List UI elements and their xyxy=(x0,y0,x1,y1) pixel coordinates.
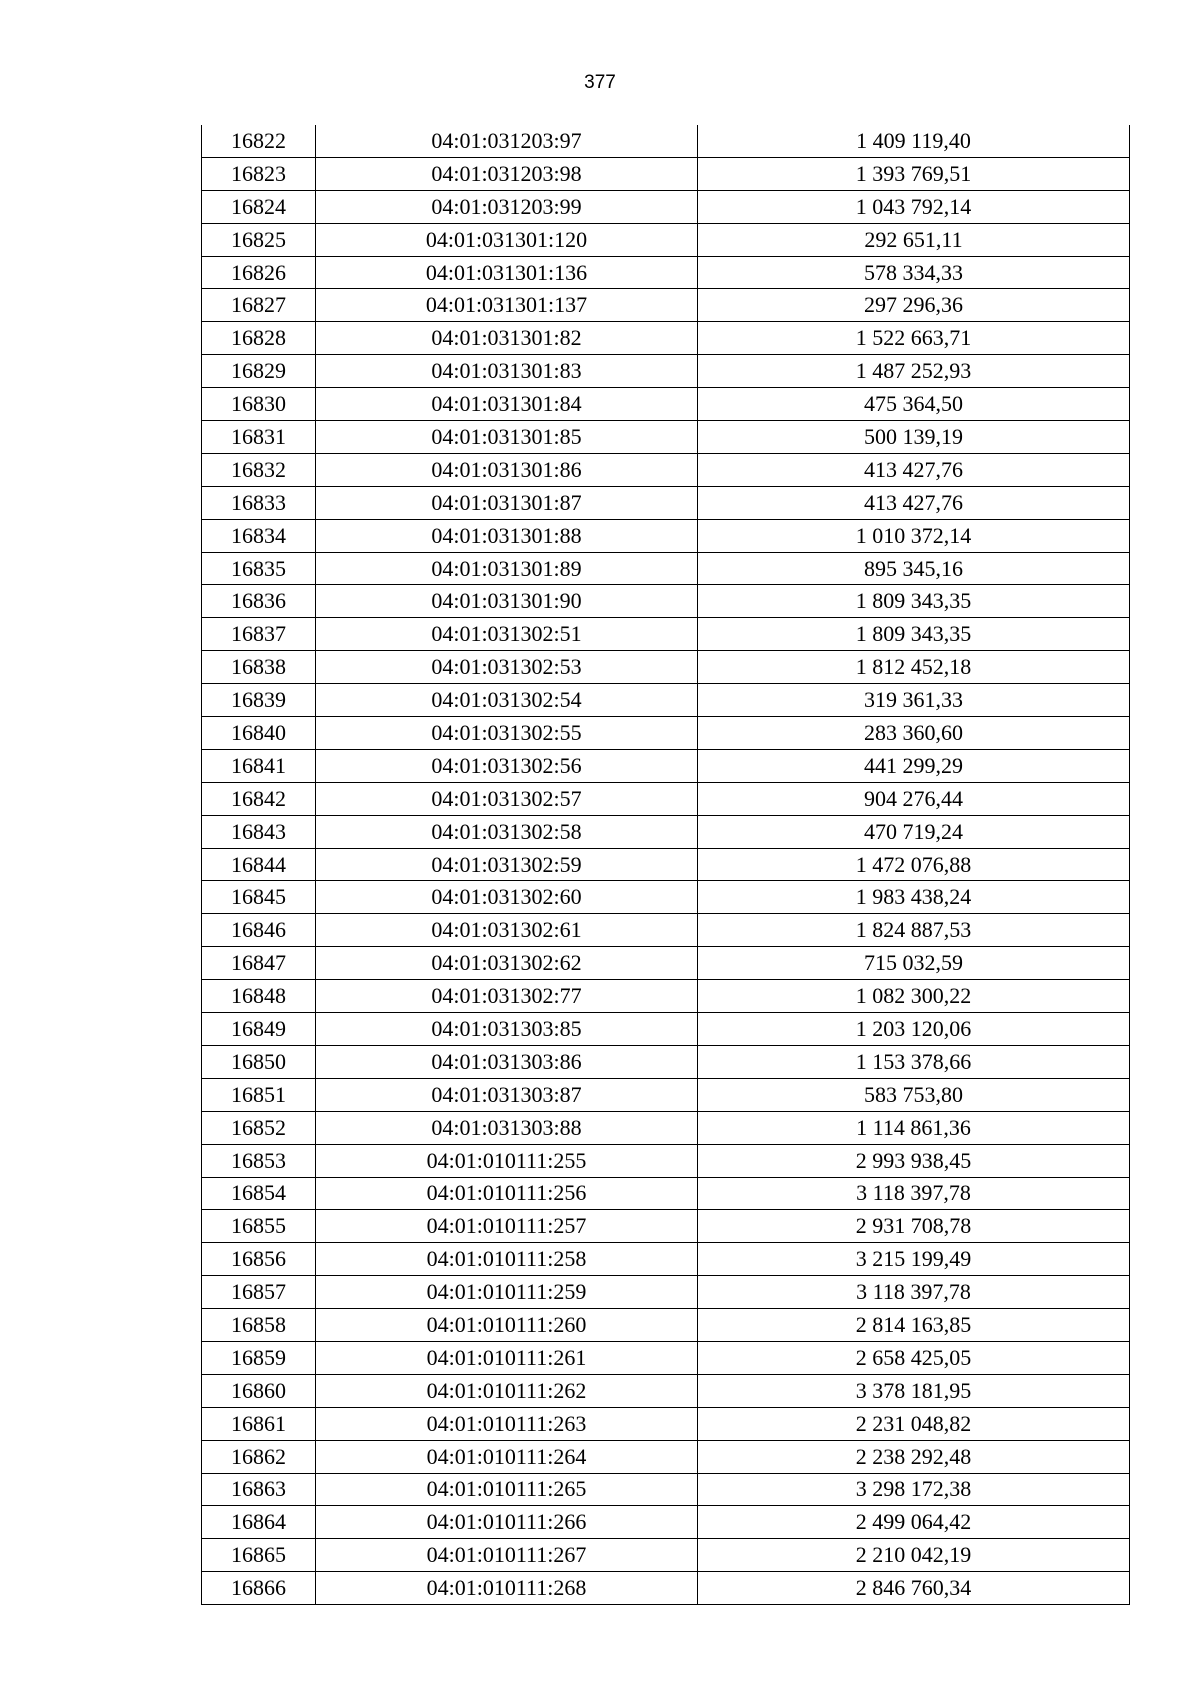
cadastral-number-cell: 04:01:010111:267 xyxy=(316,1539,698,1572)
row-number-cell: 16827 xyxy=(202,289,316,322)
cadastral-number-cell: 04:01:010111:258 xyxy=(316,1243,698,1276)
cadastral-number-cell: 04:01:031302:55 xyxy=(316,717,698,750)
row-number-cell: 16851 xyxy=(202,1078,316,1111)
row-number-cell: 16824 xyxy=(202,190,316,223)
table-row xyxy=(202,1407,1130,1440)
cadastral-number-cell: 04:01:031302:51 xyxy=(316,618,698,651)
cadastral-number-cell: 04:01:031302:56 xyxy=(316,749,698,782)
table-row xyxy=(202,1013,1130,1046)
table-row xyxy=(202,256,1130,289)
row-number-cell: 16855 xyxy=(202,1210,316,1243)
row-number-cell: 16845 xyxy=(202,881,316,914)
cadastral-value-cell: 1 522 663,71 xyxy=(698,322,1130,355)
table-row xyxy=(202,1111,1130,1144)
cadastral-number-cell: 04:01:031303:88 xyxy=(316,1111,698,1144)
row-number-cell: 16831 xyxy=(202,421,316,454)
cadastral-value-cell: 3 118 397,78 xyxy=(698,1177,1130,1210)
row-number-cell: 16836 xyxy=(202,585,316,618)
cadastral-value-cell: 1 153 378,66 xyxy=(698,1045,1130,1078)
row-number-cell: 16837 xyxy=(202,618,316,651)
row-number-cell: 16861 xyxy=(202,1407,316,1440)
cadastral-value-cell: 319 361,33 xyxy=(698,684,1130,717)
cadastral-value-cell: 2 931 708,78 xyxy=(698,1210,1130,1243)
table-row xyxy=(202,815,1130,848)
table-row xyxy=(202,1309,1130,1342)
cadastral-value-cell: 1 824 887,53 xyxy=(698,914,1130,947)
table-row xyxy=(202,651,1130,684)
table-row xyxy=(202,980,1130,1013)
table-row xyxy=(202,355,1130,388)
row-number-cell: 16854 xyxy=(202,1177,316,1210)
table-row xyxy=(202,1506,1130,1539)
cadastral-number-cell: 04:01:031301:90 xyxy=(316,585,698,618)
row-number-cell: 16850 xyxy=(202,1045,316,1078)
cadastral-number-cell: 04:01:031301:89 xyxy=(316,552,698,585)
row-number-cell: 16828 xyxy=(202,322,316,355)
cadastral-value-cell: 283 360,60 xyxy=(698,717,1130,750)
cadastral-value-cell: 2 231 048,82 xyxy=(698,1407,1130,1440)
table-body xyxy=(202,125,1130,1605)
cadastral-value-cell: 475 364,50 xyxy=(698,388,1130,421)
cadastral-value-cell: 1 472 076,88 xyxy=(698,848,1130,881)
cadastral-number-cell: 04:01:031301:87 xyxy=(316,486,698,519)
row-number-cell: 16865 xyxy=(202,1539,316,1572)
cadastral-value-cell: 3 118 397,78 xyxy=(698,1276,1130,1309)
cadastral-number-cell: 04:01:031302:54 xyxy=(316,684,698,717)
row-number-cell: 16862 xyxy=(202,1440,316,1473)
cadastral-value-table xyxy=(201,125,1130,1605)
row-number-cell: 16835 xyxy=(202,552,316,585)
table-row xyxy=(202,125,1130,157)
cadastral-value-cell: 500 139,19 xyxy=(698,421,1130,454)
row-number-cell: 16826 xyxy=(202,256,316,289)
cadastral-value-cell: 470 719,24 xyxy=(698,815,1130,848)
table-row xyxy=(202,486,1130,519)
table-row xyxy=(202,157,1130,190)
table-row xyxy=(202,1177,1130,1210)
cadastral-value-cell: 578 334,33 xyxy=(698,256,1130,289)
cadastral-number-cell: 04:01:031302:61 xyxy=(316,914,698,947)
table-row xyxy=(202,1572,1130,1605)
cadastral-value-cell: 2 238 292,48 xyxy=(698,1440,1130,1473)
cadastral-number-cell: 04:01:031301:85 xyxy=(316,421,698,454)
row-number-cell: 16864 xyxy=(202,1506,316,1539)
cadastral-number-cell: 04:01:031302:57 xyxy=(316,782,698,815)
row-number-cell: 16853 xyxy=(202,1144,316,1177)
cadastral-number-cell: 04:01:031303:87 xyxy=(316,1078,698,1111)
row-number-cell: 16840 xyxy=(202,717,316,750)
table-row xyxy=(202,1473,1130,1506)
cadastral-value-cell: 1 812 452,18 xyxy=(698,651,1130,684)
table-row xyxy=(202,1276,1130,1309)
cadastral-value-cell: 895 345,16 xyxy=(698,552,1130,585)
row-number-cell: 16839 xyxy=(202,684,316,717)
cadastral-number-cell: 04:01:010111:265 xyxy=(316,1473,698,1506)
cadastral-value-cell: 2 846 760,34 xyxy=(698,1572,1130,1605)
row-number-cell: 16856 xyxy=(202,1243,316,1276)
cadastral-number-cell: 04:01:031303:85 xyxy=(316,1013,698,1046)
cadastral-value-cell: 1 809 343,35 xyxy=(698,585,1130,618)
table-row xyxy=(202,848,1130,881)
cadastral-number-cell: 04:01:031302:58 xyxy=(316,815,698,848)
row-number-cell: 16860 xyxy=(202,1374,316,1407)
row-number-cell: 16832 xyxy=(202,453,316,486)
cadastral-number-cell: 04:01:031302:62 xyxy=(316,947,698,980)
row-number-cell: 16852 xyxy=(202,1111,316,1144)
row-number-cell: 16823 xyxy=(202,157,316,190)
row-number-cell: 16841 xyxy=(202,749,316,782)
cadastral-number-cell: 04:01:010111:264 xyxy=(316,1440,698,1473)
cadastral-number-cell: 04:01:031301:88 xyxy=(316,519,698,552)
row-number-cell: 16857 xyxy=(202,1276,316,1309)
cadastral-value-cell: 1 010 372,14 xyxy=(698,519,1130,552)
cadastral-number-cell: 04:01:010111:256 xyxy=(316,1177,698,1210)
table-row xyxy=(202,782,1130,815)
cadastral-value-cell: 3 298 172,38 xyxy=(698,1473,1130,1506)
table-row xyxy=(202,453,1130,486)
row-number-cell: 16863 xyxy=(202,1473,316,1506)
row-number-cell: 16847 xyxy=(202,947,316,980)
table-row xyxy=(202,552,1130,585)
cadastral-value-cell: 2 658 425,05 xyxy=(698,1341,1130,1374)
row-number-cell: 16849 xyxy=(202,1013,316,1046)
table-row xyxy=(202,684,1130,717)
row-number-cell: 16848 xyxy=(202,980,316,1013)
table-row xyxy=(202,1045,1130,1078)
cadastral-value-cell: 1 393 769,51 xyxy=(698,157,1130,190)
cadastral-value-cell: 413 427,76 xyxy=(698,453,1130,486)
cadastral-number-cell: 04:01:010111:259 xyxy=(316,1276,698,1309)
cadastral-number-cell: 04:01:031301:84 xyxy=(316,388,698,421)
cadastral-number-cell: 04:01:031203:99 xyxy=(316,190,698,223)
table-row xyxy=(202,1341,1130,1374)
cadastral-number-cell: 04:01:010111:257 xyxy=(316,1210,698,1243)
table-row xyxy=(202,322,1130,355)
cadastral-number-cell: 04:01:031301:136 xyxy=(316,256,698,289)
row-number-cell: 16833 xyxy=(202,486,316,519)
cadastral-value-cell: 1 082 300,22 xyxy=(698,980,1130,1013)
row-number-cell: 16829 xyxy=(202,355,316,388)
row-number-cell: 16859 xyxy=(202,1341,316,1374)
cadastral-value-cell: 583 753,80 xyxy=(698,1078,1130,1111)
cadastral-value-cell: 292 651,11 xyxy=(698,223,1130,256)
cadastral-number-cell: 04:01:010111:255 xyxy=(316,1144,698,1177)
cadastral-value-cell: 1 409 119,40 xyxy=(698,125,1130,157)
cadastral-number-cell: 04:01:031302:60 xyxy=(316,881,698,914)
cadastral-value-cell: 1 043 792,14 xyxy=(698,190,1130,223)
cadastral-value-cell: 1 487 252,93 xyxy=(698,355,1130,388)
page-number: 377 xyxy=(584,72,616,93)
cadastral-number-cell: 04:01:010111:268 xyxy=(316,1572,698,1605)
row-number-cell: 16866 xyxy=(202,1572,316,1605)
cadastral-number-cell: 04:01:010111:262 xyxy=(316,1374,698,1407)
table-row xyxy=(202,421,1130,454)
row-number-cell: 16825 xyxy=(202,223,316,256)
row-number-cell: 16834 xyxy=(202,519,316,552)
table-row xyxy=(202,881,1130,914)
table-row xyxy=(202,519,1130,552)
table-row xyxy=(202,1539,1130,1572)
table-row xyxy=(202,388,1130,421)
cadastral-value-cell: 441 299,29 xyxy=(698,749,1130,782)
table-row xyxy=(202,1144,1130,1177)
cadastral-number-cell: 04:01:031303:86 xyxy=(316,1045,698,1078)
row-number-cell: 16838 xyxy=(202,651,316,684)
table-row xyxy=(202,190,1130,223)
table-row xyxy=(202,223,1130,256)
cadastral-number-cell: 04:01:031301:82 xyxy=(316,322,698,355)
table-row xyxy=(202,1078,1130,1111)
cadastral-value-cell: 413 427,76 xyxy=(698,486,1130,519)
table-row xyxy=(202,914,1130,947)
table-row xyxy=(202,1440,1130,1473)
cadastral-number-cell: 04:01:010111:261 xyxy=(316,1341,698,1374)
cadastral-number-cell: 04:01:031302:53 xyxy=(316,651,698,684)
cadastral-value-cell: 904 276,44 xyxy=(698,782,1130,815)
cadastral-number-cell: 04:01:031203:98 xyxy=(316,157,698,190)
table-row xyxy=(202,1243,1130,1276)
cadastral-value-cell: 2 210 042,19 xyxy=(698,1539,1130,1572)
row-number-cell: 16822 xyxy=(202,125,316,157)
table-row xyxy=(202,585,1130,618)
cadastral-value-cell: 3 378 181,95 xyxy=(698,1374,1130,1407)
cadastral-value-cell: 1 983 438,24 xyxy=(698,881,1130,914)
cadastral-value-cell: 3 215 199,49 xyxy=(698,1243,1130,1276)
row-number-cell: 16858 xyxy=(202,1309,316,1342)
row-number-cell: 16830 xyxy=(202,388,316,421)
cadastral-number-cell: 04:01:031302:77 xyxy=(316,980,698,1013)
cadastral-value-cell: 1 809 343,35 xyxy=(698,618,1130,651)
row-number-cell: 16844 xyxy=(202,848,316,881)
table-row xyxy=(202,947,1130,980)
cadastral-number-cell: 04:01:010111:260 xyxy=(316,1309,698,1342)
cadastral-value-cell: 715 032,59 xyxy=(698,947,1130,980)
table-row xyxy=(202,1210,1130,1243)
table-row xyxy=(202,289,1130,322)
cadastral-number-cell: 04:01:010111:266 xyxy=(316,1506,698,1539)
cadastral-number-cell: 04:01:031301:83 xyxy=(316,355,698,388)
cadastral-number-cell: 04:01:031203:97 xyxy=(316,125,698,157)
cadastral-value-cell: 2 814 163,85 xyxy=(698,1309,1130,1342)
table-row xyxy=(202,717,1130,750)
table-row xyxy=(202,749,1130,782)
row-number-cell: 16842 xyxy=(202,782,316,815)
cadastral-number-cell: 04:01:031301:86 xyxy=(316,453,698,486)
cadastral-value-cell: 2 499 064,42 xyxy=(698,1506,1130,1539)
table-row xyxy=(202,618,1130,651)
cadastral-number-cell: 04:01:031301:120 xyxy=(316,223,698,256)
cadastral-value-cell: 2 993 938,45 xyxy=(698,1144,1130,1177)
cadastral-value-cell: 297 296,36 xyxy=(698,289,1130,322)
cadastral-value-cell: 1 114 861,36 xyxy=(698,1111,1130,1144)
cadastral-number-cell: 04:01:010111:263 xyxy=(316,1407,698,1440)
cadastral-value-cell: 1 203 120,06 xyxy=(698,1013,1130,1046)
table-row xyxy=(202,1374,1130,1407)
cadastral-number-cell: 04:01:031301:137 xyxy=(316,289,698,322)
row-number-cell: 16843 xyxy=(202,815,316,848)
cadastral-number-cell: 04:01:031302:59 xyxy=(316,848,698,881)
row-number-cell: 16846 xyxy=(202,914,316,947)
